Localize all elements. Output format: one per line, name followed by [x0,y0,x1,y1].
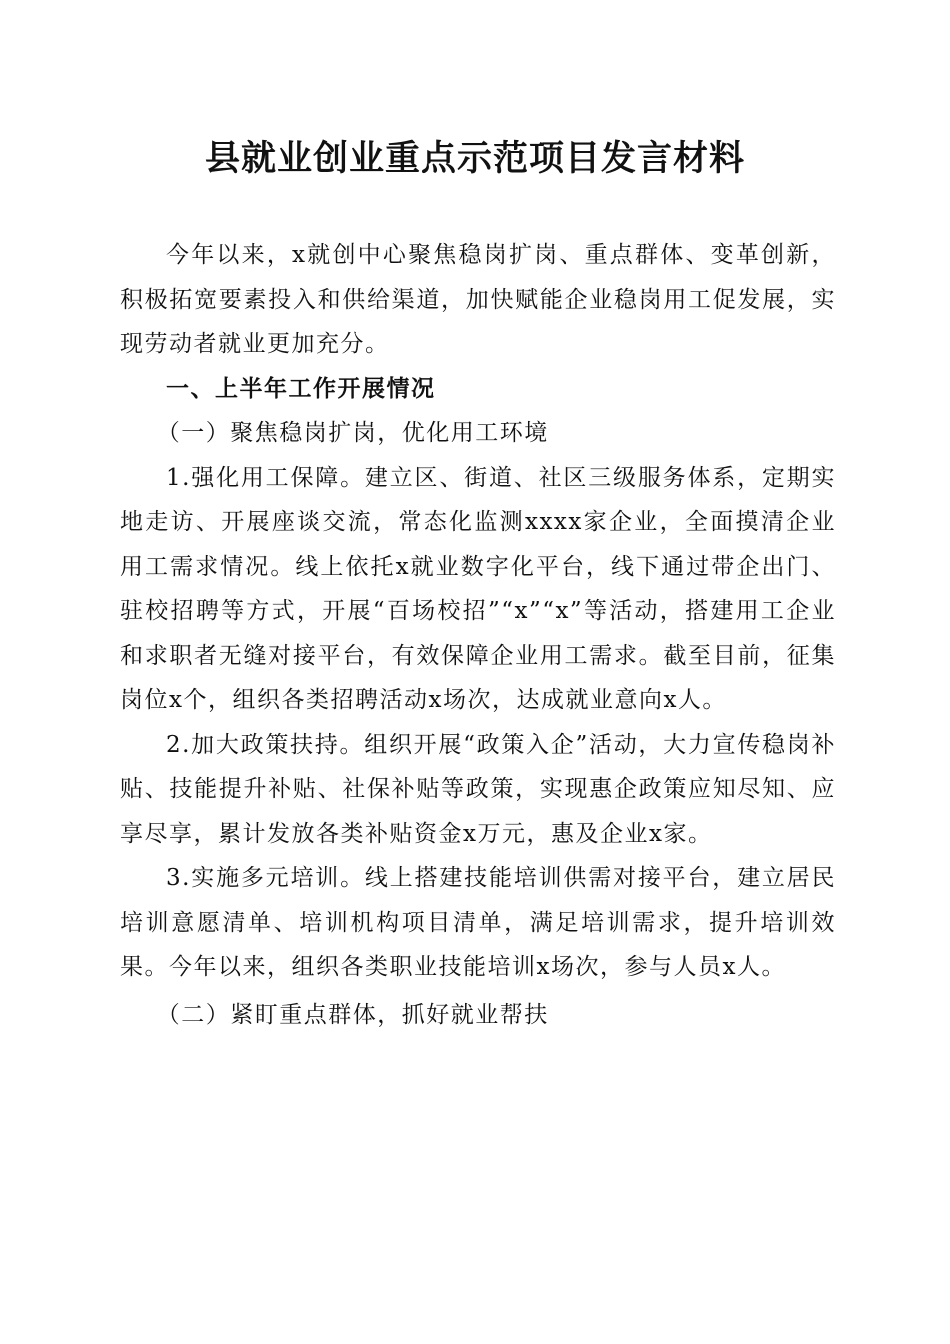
document-body [120,233,836,1037]
paragraph-item-1: 1.强化用工保障。建立区、街道、社区三级服务体系，定期实地走访、开展座谈交流，常态化监测xxxx家企业，全面摸清企业用工需求情况。线上依托x就业数字化平台，线下通过带企出门、驻校招聘等方式，开展“百场校招”“x”“x”等活动，搭建用工企业和求职者无缝对接平台，有效保障企业用工需求。截至目前，征集岗位x个，组织各类招聘活动x场次，达成就业意向x人。 [120,464,836,713]
subsection-heading-2: （二）紧盯重点群体，抓好就业帮扶 [156,1001,549,1028]
paragraph-item-3: 3.实施多元培训。线上搭建技能培训供需对接平台，建立居民培训意愿清单、培训机构项目清单，满足培训需求，提升培训效果。今年以来，组织各类职业技能培训x场次，参与人员x人。 [120,865,836,980]
paragraph-item-2: 2.加大政策扶持。组织开展“政策入企”活动，大力宣传稳岗补贴、技能提升补贴、社保补贴等政策，实现惠企政策应知尽知、应享尽享，累计发放各类补贴资金x万元，惠及企业x家。 [120,731,836,847]
document-title: 县就业创业重点示范项目发言材料 [204,138,745,179]
subsection-heading-1: （一）聚焦稳岗扩岗，优化用工环境 [156,420,549,446]
intro-paragraph: 今年以来，x就创中心聚焦稳岗扩岗、重点群体、变革创新，积极拓宽要素投入和供给渠道，加快赋能企业稳岗用工促发展，实现劳动者就业更加充分。 [120,242,836,357]
section-heading-1: 一、上半年工作开展情况 [166,375,436,402]
